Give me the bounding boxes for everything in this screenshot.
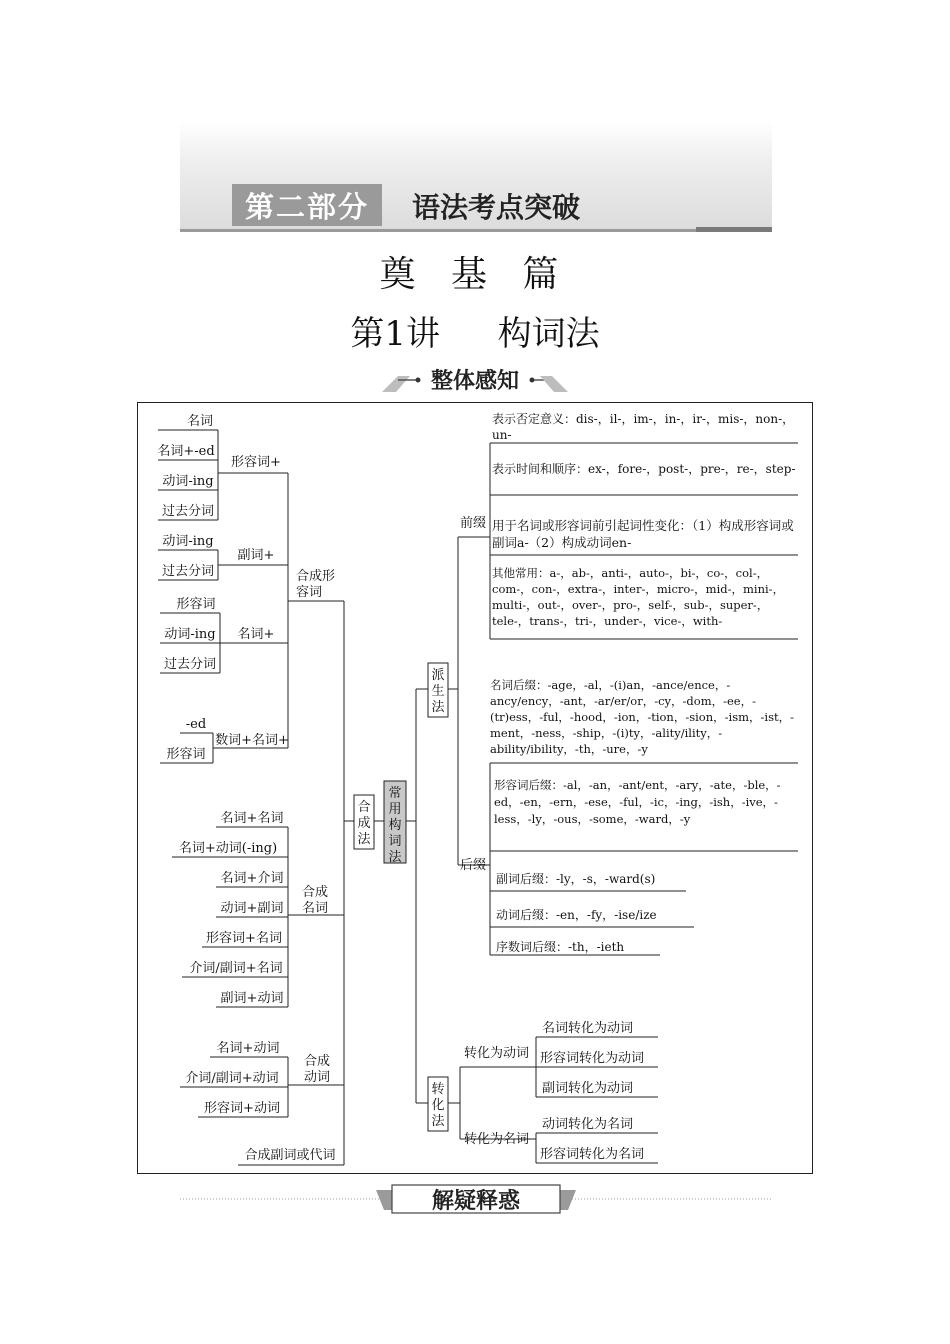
prefix-item: 表示否定意义：dis-，il-，im-，in-，ir-，mis-，non-，un- <box>492 412 795 442</box>
compound-noun-item: 形容词+名词 <box>206 931 282 946</box>
compound-noun-item: 名词+动词(-ing) <box>178 841 278 856</box>
lecture-name: 构词法 <box>497 314 600 354</box>
noun-plus-item: 过去分词 <box>163 657 217 672</box>
svg-text:法: 法 <box>431 1114 445 1129</box>
svg-text:生: 生 <box>431 684 445 699</box>
svg-text:法: 法 <box>431 700 445 715</box>
compound-noun-item: 副词+动词 <box>220 991 284 1006</box>
suffix-item: 副词后缀：-ly，-s，-ward(s) <box>496 872 656 886</box>
noun-plus-item: 形容词 <box>176 597 216 612</box>
suffix-item: 动词后缀：-en，-fy，-ise/ize <box>496 908 657 922</box>
compound-verb-item: 介词/副词+动词 <box>185 1071 279 1086</box>
noun-plus-item: 动词-ing <box>164 627 216 642</box>
adv-plus-label: 副词+ <box>237 548 275 563</box>
section-overview-header <box>380 366 570 396</box>
to-noun-item: 动词转化为名词 <box>542 1117 634 1132</box>
svg-text:常: 常 <box>388 786 402 801</box>
suffix-label: 后缀 <box>460 858 487 873</box>
prefix-item: 表示时间和顺序：ex-，fore-，post-，pre-，re-，step- <box>492 462 796 476</box>
prefix-item: 用于名词或形容词前引起词性变化：（1）构成形容词或副词a-（2）构成动词en- <box>492 518 794 550</box>
to-verb-label: 转化为动词 <box>464 1046 530 1061</box>
adj-noun-item: 过去分词 <box>161 504 215 519</box>
mindmap-diagram <box>138 403 814 1175</box>
svg-text:派: 派 <box>431 668 445 683</box>
adj-plus-label: 形容词+ <box>231 455 281 470</box>
word-formation-mindmap <box>137 402 813 1174</box>
root-label <box>388 785 402 865</box>
num-plus-item: 形容词 <box>166 747 206 762</box>
num-plus-item: -ed <box>185 717 207 732</box>
banner-divider-accent <box>696 227 772 232</box>
compound-noun-label-1: 合成 <box>302 885 329 900</box>
prefix-label: 前缀 <box>460 516 487 531</box>
section-overview-title: 整体感知 <box>430 369 519 394</box>
svg-text:化: 化 <box>431 1098 445 1113</box>
prefix-item: 其他常用：a-，ab-，anti-，auto-，bi-，co-，col-，com-，con-，extra-，inter-，micro-，mid-，mini-，multi-，out-，over-，pro-，self-，sub-，super-，tele-，trans-，tri-，under-，vice-，with- <box>492 566 785 628</box>
svg-text:构: 构 <box>388 818 402 833</box>
section-explain-header <box>180 1182 772 1216</box>
part-title: 语法考点突破 <box>412 191 581 224</box>
to-noun-label: 转化为名词 <box>464 1132 530 1147</box>
compound-adj-label-2: 容词 <box>296 585 323 600</box>
lecture-number: 第1讲 <box>350 314 440 354</box>
noun-plus-label: 名词+ <box>237 627 275 642</box>
svg-text:合: 合 <box>357 800 371 815</box>
compound-noun-item: 动词+副词 <box>220 901 284 916</box>
to-verb-item: 名词转化为动词 <box>542 1021 634 1036</box>
suffix-item: 形容词后缀：-al，-an，-ant/ent，-ary，-ate，-ble，-ed，-en，-ern，-ese，-ful，-ic，-ing，-ish，-ive，-less，-ly，-ous，-some，-ward，-y <box>494 778 781 826</box>
suffix-item: 序数词后缀：-th，-ieth <box>496 940 625 954</box>
adj-noun-item: 动词-ing <box>162 474 214 489</box>
compound-noun-item: 名词+介词 <box>220 871 284 886</box>
compound-other: 合成副词或代词 <box>244 1148 336 1163</box>
compound-verb-item: 名词+动词 <box>216 1041 280 1056</box>
compound-noun-item: 介词/副词+名词 <box>189 961 283 976</box>
section-explain-title: 解疑释惑 <box>431 1189 520 1214</box>
compound-adj-label-1: 合成形 <box>296 569 336 584</box>
compound-verb-label-2: 动词 <box>304 1070 331 1085</box>
compound-noun-label-2: 名词 <box>302 901 329 916</box>
adj-noun-item: 名词+-ed <box>157 444 215 459</box>
svg-text:转: 转 <box>431 1082 445 1097</box>
derive-label <box>431 668 445 715</box>
adv-plus-item: 过去分词 <box>161 564 215 579</box>
svg-text:成: 成 <box>357 816 371 831</box>
to-verb-item: 形容词转化为动词 <box>540 1051 645 1066</box>
compound-label <box>357 800 371 847</box>
compound-verb-item: 形容词+动词 <box>204 1101 280 1116</box>
svg-text:词: 词 <box>388 834 402 849</box>
compound-verb-label-1: 合成 <box>304 1054 331 1069</box>
svg-text:法: 法 <box>388 850 402 865</box>
subtitle: 奠 基 篇 <box>379 254 571 295</box>
to-noun-item: 形容词转化为名词 <box>540 1147 645 1162</box>
convert-label <box>431 1082 445 1129</box>
svg-text:法: 法 <box>357 832 371 847</box>
banner-divider <box>180 229 772 232</box>
suffix-item: 名词后缀：-age，-al，-(i)an，-ance/ence，-ancy/ency，-ant，-ar/er/or，-cy，-dom，-ee，-(tr)ess，-ful，-hood，-ion，-tion，-sion，-ism，-ist，-ment，-ness，-ship，-(i)ty，-ality/ility，-ability/ibility，-th，-ure，-y <box>490 678 794 756</box>
to-verb-item: 副词转化为动词 <box>542 1081 634 1096</box>
adv-plus-item: 动词-ing <box>162 534 214 549</box>
lecture-title <box>0 306 950 355</box>
adj-noun-item: 名词 <box>186 414 214 429</box>
num-plus-label: 数词+名词+ <box>215 733 289 748</box>
compound-noun-item: 名词+名词 <box>220 811 284 826</box>
svg-text:用: 用 <box>388 802 402 817</box>
part-label: 第二部分 <box>232 184 382 226</box>
